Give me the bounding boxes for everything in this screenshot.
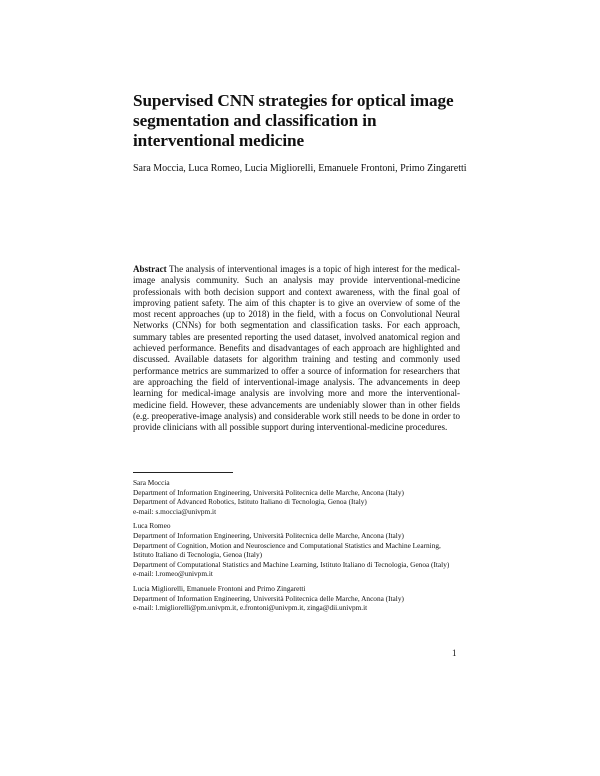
affiliation-group — [133, 478, 460, 516]
affiliation-line: Department of Information Engineering, Università Politecnica delle Marche, Ancona (Italy) — [133, 530, 404, 540]
affiliation-group — [133, 584, 460, 613]
affiliation-line: Department of Advanced Robotics, Istituto Italiano di Tecnologia, Genoa (Italy) — [133, 497, 367, 507]
affiliation-author-name: Luca Romeo — [133, 521, 171, 531]
affiliation-line: Department of Computational Statistics and Machine Learning, Istituto Italiano di Tecnologia, Genoa (Italy) — [133, 559, 450, 569]
affiliation-email: e-mail: l.romeo@univpm.it — [133, 569, 213, 579]
affiliation-line: Department of Information Engineering, Università Politecnica delle Marche, Ancona (Italy) — [133, 593, 404, 603]
abstract — [133, 264, 460, 433]
affiliation-email: e-mail: l.migliorelli@pm.univpm.it, e.frontoni@univpm.it, zinga@dii.univpm.it — [133, 603, 368, 613]
abstract-text: The analysis of interventional images is a topic of high interest for the medical-image analysis community. Such an analysis may provide interventional-medicine professionals with both decision support and context awareness, with the final goal of improving patient safety. The aim of this chapter is to give an overview of some of the most recent approaches (up to 2018) in the field, with a focus on Convolutional Neural Networks (CNNs) for both segmentation and classification tasks. For each approach, summary tables are presented reporting the used dataset, involved anatomical region and achieved performance. Benefits and disadvantages of each approach are highlighted and discussed. Available datasets for algorithm training and testing and commonly used performance metrics are summarized to offer a source of information for researchers that are approaching the field of interventional-image analysis. The advancements in deep learning for medical-image analysis are involving more and more the interventional-medicine field. However, these advancements are undeniably slower than in other fields (e.g. preoperative-image analysis) and considerable work still needs to be done in order to provide clinicians with all possible support during interventional-medicine procedures. — [133, 264, 460, 433]
affiliation-group — [133, 521, 460, 579]
paper-title: Supervised CNN strategies for optical image segmentation and classification in interventional medicine — [133, 91, 454, 150]
affiliation-line: Department of Information Engineering, Università Politecnica delle Marche, Ancona (Italy) — [133, 487, 404, 497]
abstract-label: Abstract — [133, 264, 167, 274]
affiliation-author-name: Sara Moccia — [133, 478, 170, 487]
page-number: 1 — [452, 648, 457, 658]
footnote-divider — [133, 472, 233, 473]
affiliation-email: e-mail: s.moccia@univpm.it — [133, 506, 217, 516]
affiliations — [133, 478, 460, 618]
affiliation-author-name: Lucia Migliorelli, Emanuele Frontoni and Primo Zingaretti — [133, 583, 306, 593]
affiliation-line: Department of Cognition, Motion and Neuroscience and Computational Statistics and Machine Learning, Istituto Italiano di Tecnologia, Genoa (Italy) — [133, 540, 441, 560]
author-list: Sara Moccia, Luca Romeo, Lucia Migliorelli, Emanuele Frontoni, Primo Zingaretti — [133, 163, 467, 174]
